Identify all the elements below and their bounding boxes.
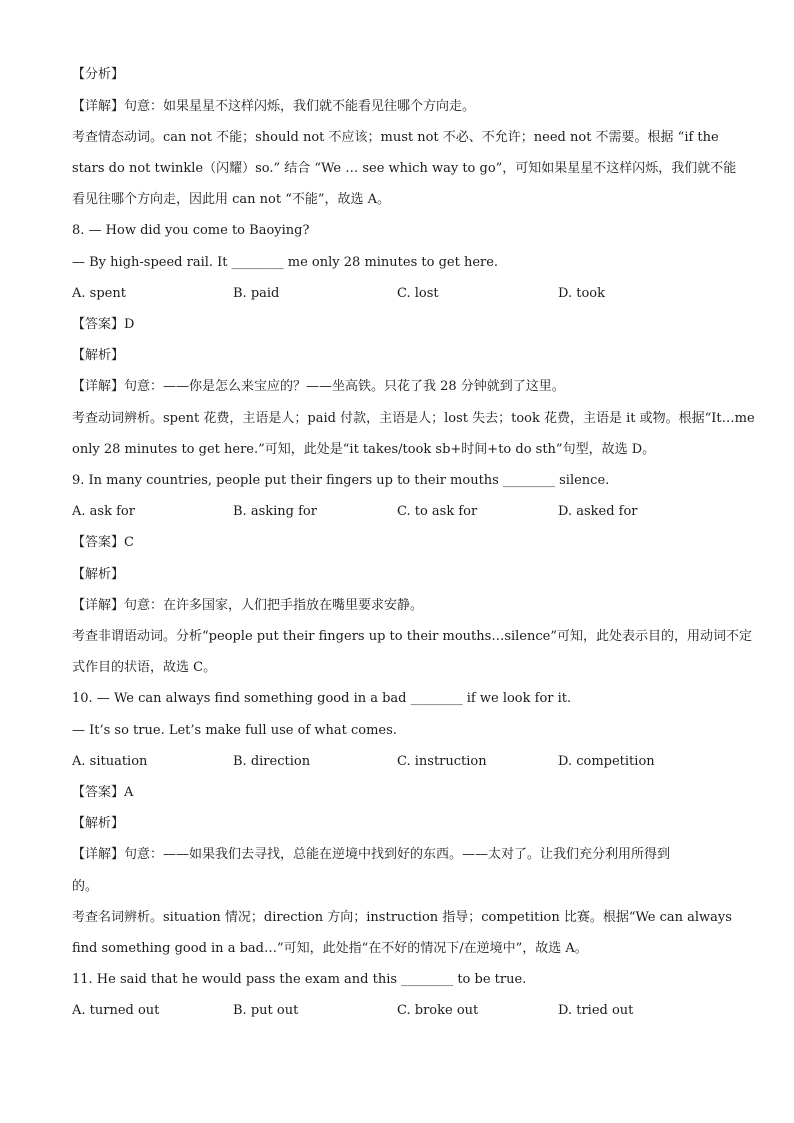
q10-explanation-line-2: find something good in a bad…”可知，此处指“在不好的情况下/在逆境中”，故选 A。 (72, 941, 588, 956)
q9-explanation-line-2: 式作目的状语，故选 C。 (72, 660, 217, 675)
q8-explanation-line-2: only 28 minutes to get here.”可知，此处是“it takes/took sb+时间+to do sth”句型，故选 D。 (72, 442, 656, 457)
q7-detail-translation: 【详解】句意：如果星星不这样闪烁，我们就不能看见往哪个方向走。 (72, 99, 476, 114)
q10-detail-translation-line-2: 的。 (72, 879, 99, 894)
q11-option-d: D. tried out (558, 1003, 634, 1018)
q9-question: 9. In many countries, people put their fingers up to their mouths ________ silence. (72, 473, 610, 488)
q10-answer: 【答案】A (72, 785, 134, 800)
q7-explanation-line-1: 考查情态动词。can not 不能；should not 不应该；must not 不必、不允许；need not 不需要。根据 “if the (72, 130, 719, 145)
q8-options (72, 285, 732, 303)
q11-option-b: B. put out (233, 1003, 299, 1018)
q9-explanation-line-1: 考查非谓语动词。分析“people put their fingers up to their mouths…silence”可知，此处表示目的，用动词不定 (72, 629, 752, 644)
q11-options (72, 1002, 732, 1020)
q8-option-b: B. paid (233, 286, 280, 301)
q7-explanation-line-3: 看见往哪个方向走，因此用 can not “不能”，故选 A。 (72, 192, 391, 207)
q10-question: 10. — We can always find something good in a bad ________ if we look for it. (72, 691, 572, 706)
q9-options (72, 503, 732, 521)
q9-option-b: B. asking for (233, 504, 317, 519)
q10-option-d: D. competition (558, 754, 655, 769)
q11-option-a: A. turned out (72, 1003, 160, 1018)
q11-question: 11. He said that he would pass the exam and this ________ to be true. (72, 972, 527, 987)
q10-detail-translation: 【详解】句意：——如果我们去寻找，总能在逆境中找到好的东西。——太对了。让我们充分利用所得到 (72, 847, 671, 862)
q8-question-line-2: — By high-speed rail. It ________ me only 28 minutes to get here. (72, 255, 499, 270)
q9-detail-translation: 【详解】句意：在许多国家，人们把手指放在嘴里要求安静。 (72, 598, 424, 613)
q8-option-d: D. took (558, 286, 605, 301)
q8-option-a: A. spent (72, 286, 126, 301)
section-heading-analysis: 【分析】 (72, 67, 125, 82)
q9-analysis-heading: 【解析】 (72, 567, 125, 582)
q10-analysis-heading: 【解析】 (72, 816, 125, 831)
q8-analysis-heading: 【解析】 (72, 348, 125, 363)
q10-option-b: B. direction (233, 754, 311, 769)
q8-explanation-line-1: 考查动词辨析。spent 花费，主语是人；paid 付款，主语是人；lost 失去；took 花费，主语是 it 或物。根据“It…me (72, 411, 755, 426)
q9-option-c: C. to ask for (397, 504, 478, 519)
q10-option-a: A. situation (72, 754, 148, 769)
q10-explanation-line-1: 考查名词辨析。situation 情况；direction 方向；instruction 指导；competition 比赛。根据“We can always (72, 910, 732, 925)
q8-detail-translation: 【详解】句意：——你是怎么来宝应的？——坐高铁。只花了我 28 分钟就到了这里。 (72, 379, 565, 394)
q11-option-c: C. broke out (397, 1003, 479, 1018)
q7-explanation-line-2: stars do not twinkle（闪耀）so.” 结合 “We … see which way to go”，可知如果星星不这样闪烁，我们就不能 (72, 161, 737, 176)
q8-question: 8. — How did you come to Baoying? (72, 223, 310, 238)
q9-option-d: D. asked for (558, 504, 638, 519)
q8-answer: 【答案】D (72, 317, 135, 332)
q8-option-c: C. lost (397, 286, 439, 301)
q9-answer: 【答案】C (72, 535, 134, 550)
q9-option-a: A. ask for (72, 504, 135, 519)
q10-option-c: C. instruction (397, 754, 487, 769)
q10-options (72, 753, 732, 771)
q10-question-line-2: — It’s so true. Let’s make full use of what comes. (72, 723, 397, 738)
